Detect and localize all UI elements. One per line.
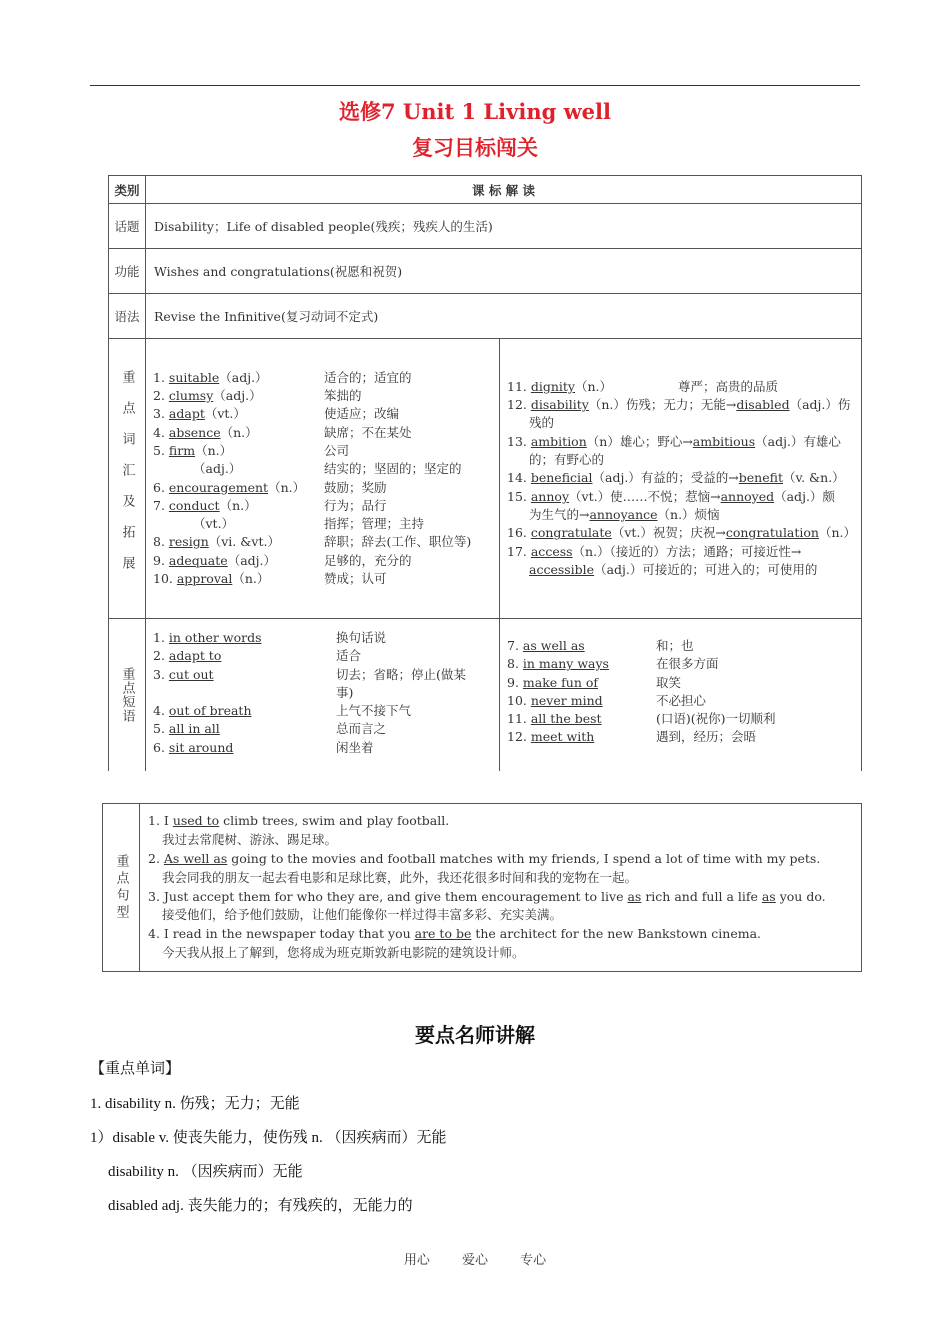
list-item	[500, 396, 861, 414]
list-item	[500, 488, 861, 506]
vocab-label: 重点词汇及拓展	[119, 370, 135, 587]
vocab-pos: （n.）	[219, 497, 257, 513]
list-item	[500, 655, 861, 673]
row-text-grammar: Revise the Infinitive(复习动词不定式)	[146, 294, 862, 339]
vocab-term	[153, 515, 234, 533]
list-item	[500, 637, 861, 655]
vocab-word: firm	[168, 442, 196, 458]
phrase-meaning: 和；也	[656, 638, 694, 653]
vocab-list-right	[500, 378, 861, 579]
row-label-topic: 话题	[109, 204, 146, 249]
list-item	[500, 728, 861, 746]
phrase-word: in many ways	[522, 656, 609, 672]
phrase-word: never mind	[530, 692, 603, 708]
sentence-zh: 接受他们，给予他们鼓励，让他们能像你一样过得丰富多彩、充实美满。	[162, 907, 563, 923]
vocab-meaning: 适合的；适宜的	[324, 369, 412, 385]
note-line-3: disability n. （因疾病而）无能	[108, 1164, 303, 1180]
vocab-list-left	[146, 369, 499, 589]
vocab-pos: （n.）	[195, 442, 233, 458]
vocab-text: （n）雄心；野心→	[586, 433, 693, 449]
vocab-meaning: 赞成；认可	[324, 570, 387, 586]
sentence-list	[140, 804, 862, 972]
phrase-word: sit around	[168, 739, 234, 755]
list-item	[146, 369, 499, 387]
sentence-en: 3. Just accept them for who they are, and give them encouragement to live as rich and full a life as you do.	[148, 888, 826, 904]
vocab-derived-word: annoyed	[720, 488, 775, 504]
vocab-term: 7. conduct（n.）	[153, 497, 257, 513]
vocab-term: 11. dignity（n.）	[507, 378, 613, 394]
list-item	[146, 684, 499, 702]
vocab-term: 2. clumsy（adj.）	[153, 388, 262, 404]
vocab-text: 为生气的→	[529, 506, 590, 522]
vocab-term: 10. approval（n.）	[153, 570, 270, 586]
vocab-meaning: 使适应；改编	[324, 406, 400, 422]
vocab-pos: （vt.）	[204, 406, 246, 422]
vocab-text: （n.）烦恼	[657, 506, 720, 522]
vocab-text: （vt.）使……不悦；惹恼→	[569, 488, 721, 504]
list-item	[146, 647, 499, 665]
list-item	[146, 497, 499, 515]
vocab-meaning: 缺席；不在某处	[324, 424, 412, 440]
vocab-term: 16. congratulate（vt.）祝贺；庆祝→congratulation（n.）	[507, 525, 857, 541]
row-label-grammar: 语法	[109, 294, 146, 339]
vocab-word: clumsy	[168, 388, 214, 404]
vocab-term: 14. beneficial（adj.）有益的；受益的→benefit（v. &n.）	[507, 470, 845, 486]
phrase-term: 1. in other words	[153, 630, 262, 645]
phrase-term: 9. make fun of	[507, 674, 599, 690]
vocab-text: （n.）	[819, 525, 857, 541]
vocab-word: ambition	[530, 433, 587, 449]
phrase-term: 12. meet with	[507, 729, 595, 745]
vocab-word: adapt	[168, 406, 205, 422]
phrase-meaning: 总而言之	[336, 721, 387, 737]
vocab-text: （adj.）可接近的；可进入的；可使用的	[594, 561, 818, 577]
header-rule	[90, 85, 860, 86]
phrase-term: 11. all the best	[507, 711, 602, 727]
list-item	[500, 414, 861, 432]
phrase-list-left	[146, 629, 499, 757]
vocab-derived-word: ambitious	[692, 433, 756, 449]
row-text-function: Wishes and congratulations(祝愿和祝贺)	[146, 249, 862, 294]
vocab-meaning: 公司	[324, 442, 350, 458]
vocab-text: 的；有野心的	[529, 452, 605, 468]
vocab-derived-word: annoyance	[589, 506, 658, 522]
list-item	[500, 710, 861, 728]
list-item	[146, 424, 499, 442]
vocab-pos: （n.）	[268, 479, 306, 495]
section-subhead: 【重点单词】	[90, 1061, 181, 1077]
sentence-table	[102, 803, 862, 972]
vocab-text: （n.）伤残；无力；无能→	[588, 397, 737, 413]
phrase-meaning: 闲坐着	[336, 739, 374, 755]
list-item	[146, 515, 499, 533]
sentence-key: as	[761, 888, 776, 904]
vocab-meaning: 尊严；高贵的品质	[678, 378, 779, 394]
list-item	[500, 692, 861, 710]
sentence-label: 重点句型	[113, 853, 129, 922]
vocab-term: 13. ambition（n）雄心；野心→ambitious（adj.）有雄心	[507, 433, 841, 449]
phrase-term: 6. sit around	[153, 739, 234, 755]
vocab-word: accessible	[529, 561, 595, 577]
phrase-meaning: 切去；省略；停止(做某	[336, 666, 466, 682]
vocab-text: （adj.）有益的；受益的→	[592, 470, 739, 486]
vocab-term: 3. adapt（vt.）	[153, 406, 246, 422]
list-item	[500, 469, 861, 487]
page-title: 选修7 Unit 1 Living well	[339, 99, 611, 124]
vocab-text: （v. &n.）	[783, 470, 845, 486]
sentence-key: as	[627, 888, 642, 904]
list-item	[146, 702, 499, 720]
page-footer: 用心 爱心 专心	[403, 1253, 547, 1268]
phrase-meaning: 遇到，经历；会晤	[656, 729, 757, 745]
vocab-word: absence	[168, 424, 221, 440]
list-item	[146, 552, 499, 570]
list-item	[500, 674, 861, 692]
vocab-pos: （vi. &vt.）	[208, 534, 280, 550]
phrase-term: 3. cut out	[153, 666, 214, 682]
vocab-meaning: 指挥；管理；主持	[324, 516, 425, 532]
phrase-word: make fun of	[522, 674, 599, 690]
vocab-pos: （n.）	[220, 424, 258, 440]
vocab-term: 6. encouragement（n.）	[153, 479, 306, 495]
vocab-meaning: 辞职；辞去(工作、职位等)	[324, 534, 472, 550]
list-item	[500, 524, 861, 542]
vocab-term	[529, 451, 604, 469]
vocab-term: 15. annoy（vt.）使……不悦；惹恼→annoyed（adj.）颇	[507, 488, 835, 504]
phrase-word: cut out	[168, 666, 214, 682]
vocab-meaning: 笨拙的	[324, 388, 362, 404]
phrase-label: 重点短语	[119, 666, 135, 723]
note-line-2: 1）disable v. 使丧失能力，使伤残 n. （因疾病而）无能	[90, 1130, 447, 1146]
vocab-meaning: 足够的，充分的	[324, 552, 412, 568]
sentence-zh: 我过去常爬树、游泳、踢足球。	[162, 832, 338, 848]
vocab-text: （n.）	[575, 378, 613, 394]
phrase-meaning: 上气不接下气	[336, 703, 412, 719]
vocab-word: encouragement	[168, 479, 269, 495]
list-item	[146, 570, 499, 588]
vocab-word: suitable	[168, 369, 220, 385]
phrase-term: 4. out of breath	[153, 703, 252, 719]
sentence-en: 2. As well as going to the movies and football matches with my friends, I spend a lot of time with my pets.	[148, 850, 821, 866]
sentence-key: are to be	[414, 926, 472, 942]
phrase-word: as well as	[522, 638, 585, 653]
vocab-term: 4. absence（n.）	[153, 424, 258, 440]
vocab-word: beneficial	[530, 470, 593, 486]
phrase-word: all the best	[530, 711, 602, 727]
vocab-pos: （vt.）	[193, 516, 235, 532]
phrase-meaning: 换句话说	[336, 630, 387, 645]
row-label-function: 功能	[109, 249, 146, 294]
list-item	[146, 739, 499, 757]
phrase-term: 2. adapt to	[153, 648, 222, 664]
sentence-zh: 今天我从报上了解到，您将成为班克斯敦新电影院的建筑设计师。	[162, 944, 525, 960]
vocab-term: 17. access（n.）（接近的）方法；通路；可接近性→	[507, 543, 802, 559]
vocab-word: approval	[176, 570, 233, 586]
col-content-header: 课 标 解 读	[146, 176, 862, 204]
objectives-table	[108, 175, 862, 771]
phrase-term: 8. in many ways	[507, 656, 609, 672]
phrase-word: adapt to	[168, 648, 222, 664]
list-item	[500, 543, 861, 561]
list-item	[500, 433, 861, 451]
vocab-derived-word: congratulation	[725, 525, 819, 541]
vocab-pos: （adj.）	[227, 552, 276, 568]
list-item	[500, 506, 861, 524]
vocab-term: 5. firm（n.）	[153, 442, 233, 458]
vocab-term: 9. adequate（adj.）	[153, 552, 276, 568]
phrase-list-right	[500, 637, 861, 747]
list-item	[146, 442, 499, 460]
col-category-header: 类别	[109, 176, 146, 204]
vocab-word: access	[530, 543, 573, 559]
sentence-en: 4. I read in the newspaper today that you are to be the architect for the new Bankstown cinema.	[148, 926, 762, 942]
row-text-topic: Disability；Life of disabled people(残疾；残疾人的生活)	[146, 204, 862, 249]
phrase-term: 5. all in all	[153, 721, 220, 737]
vocab-term	[153, 460, 241, 478]
list-item	[146, 720, 499, 738]
vocab-text: （adj.）伤	[789, 397, 851, 413]
vocab-term: 1. suitable（adj.）	[153, 369, 268, 385]
sentence-key: used to	[172, 813, 220, 829]
phrase-term: 7. as well as	[507, 638, 585, 653]
vocab-derived-word: benefit	[738, 470, 783, 486]
sentence-zh: 我会同我的朋友一起去看电影和足球比赛，此外，我还花很多时间和我的宠物在一起。	[162, 869, 638, 885]
vocab-meaning: 结实的；坚固的；坚定的	[324, 461, 462, 477]
note-line-4: disabled adj. 丧失能力的；有残疾的，无能力的	[108, 1198, 413, 1214]
vocab-pos: （adj.）	[213, 388, 262, 404]
vocab-pos: （n.）	[232, 570, 270, 586]
vocab-meaning: 鼓励；奖励	[324, 479, 387, 495]
page-subtitle: 复习目标闯关	[412, 135, 538, 160]
phrase-meaning: 取笑	[656, 674, 682, 690]
phrase-word: meet with	[530, 729, 595, 745]
phrase-meaning: 在很多方面	[656, 656, 719, 672]
vocab-word: adequate	[168, 552, 228, 568]
vocab-derived-word: disabled	[736, 397, 790, 413]
phrase-meaning: (口语)(祝你)一切顺利	[656, 711, 776, 727]
sentence-key: As well as	[163, 850, 228, 866]
phrase-meaning: 事)	[336, 684, 354, 700]
list-item	[146, 405, 499, 423]
vocab-word: resign	[168, 534, 209, 550]
vocab-meaning: 行为；品行	[324, 497, 387, 513]
list-item	[146, 629, 499, 647]
section-title: 要点名师讲解	[415, 1023, 535, 1047]
vocab-text: （n.）（接近的）方法；通路；可接近性→	[572, 543, 802, 559]
phrase-term: 10. never mind	[507, 692, 603, 708]
phrase-meaning: 不必担心	[656, 692, 707, 708]
list-item	[146, 666, 499, 684]
vocab-term	[529, 414, 554, 432]
list-item	[146, 533, 499, 551]
list-item	[500, 451, 861, 469]
vocab-text: （adj.）有雄心	[755, 433, 841, 449]
vocab-text: （vt.）祝贺；庆祝→	[611, 525, 726, 541]
list-item	[146, 460, 499, 478]
vocab-text: 残的	[529, 415, 555, 431]
vocab-pos: （adj.）	[219, 369, 268, 385]
vocab-pos: （adj.）	[193, 461, 242, 477]
phrase-word: all in all	[168, 721, 220, 737]
phrase-word: in other words	[168, 630, 262, 645]
vocab-word: congratulate	[530, 525, 612, 541]
vocab-word: annoy	[530, 488, 570, 504]
vocab-word: conduct	[168, 497, 220, 513]
phrase-meaning: 适合	[336, 648, 362, 664]
vocab-word: disability	[530, 397, 589, 413]
list-item	[500, 561, 861, 579]
note-line-1: 1. disability n. 伤残；无力；无能	[90, 1096, 300, 1112]
phrase-word: out of breath	[168, 703, 252, 719]
sentence-en: 1. I used to climb trees, swim and play football.	[148, 813, 450, 829]
vocab-term	[529, 561, 817, 579]
list-item	[146, 387, 499, 405]
vocab-term: 8. resign（vi. &vt.）	[153, 534, 280, 550]
list-item	[146, 479, 499, 497]
vocab-word: dignity	[530, 378, 575, 394]
vocab-term	[529, 506, 720, 524]
list-item	[500, 378, 861, 396]
vocab-term: 12. disability（n.）伤残；无力；无能→disabled（adj.）伤	[507, 397, 851, 413]
vocab-text: （adj.）颇	[774, 488, 835, 504]
